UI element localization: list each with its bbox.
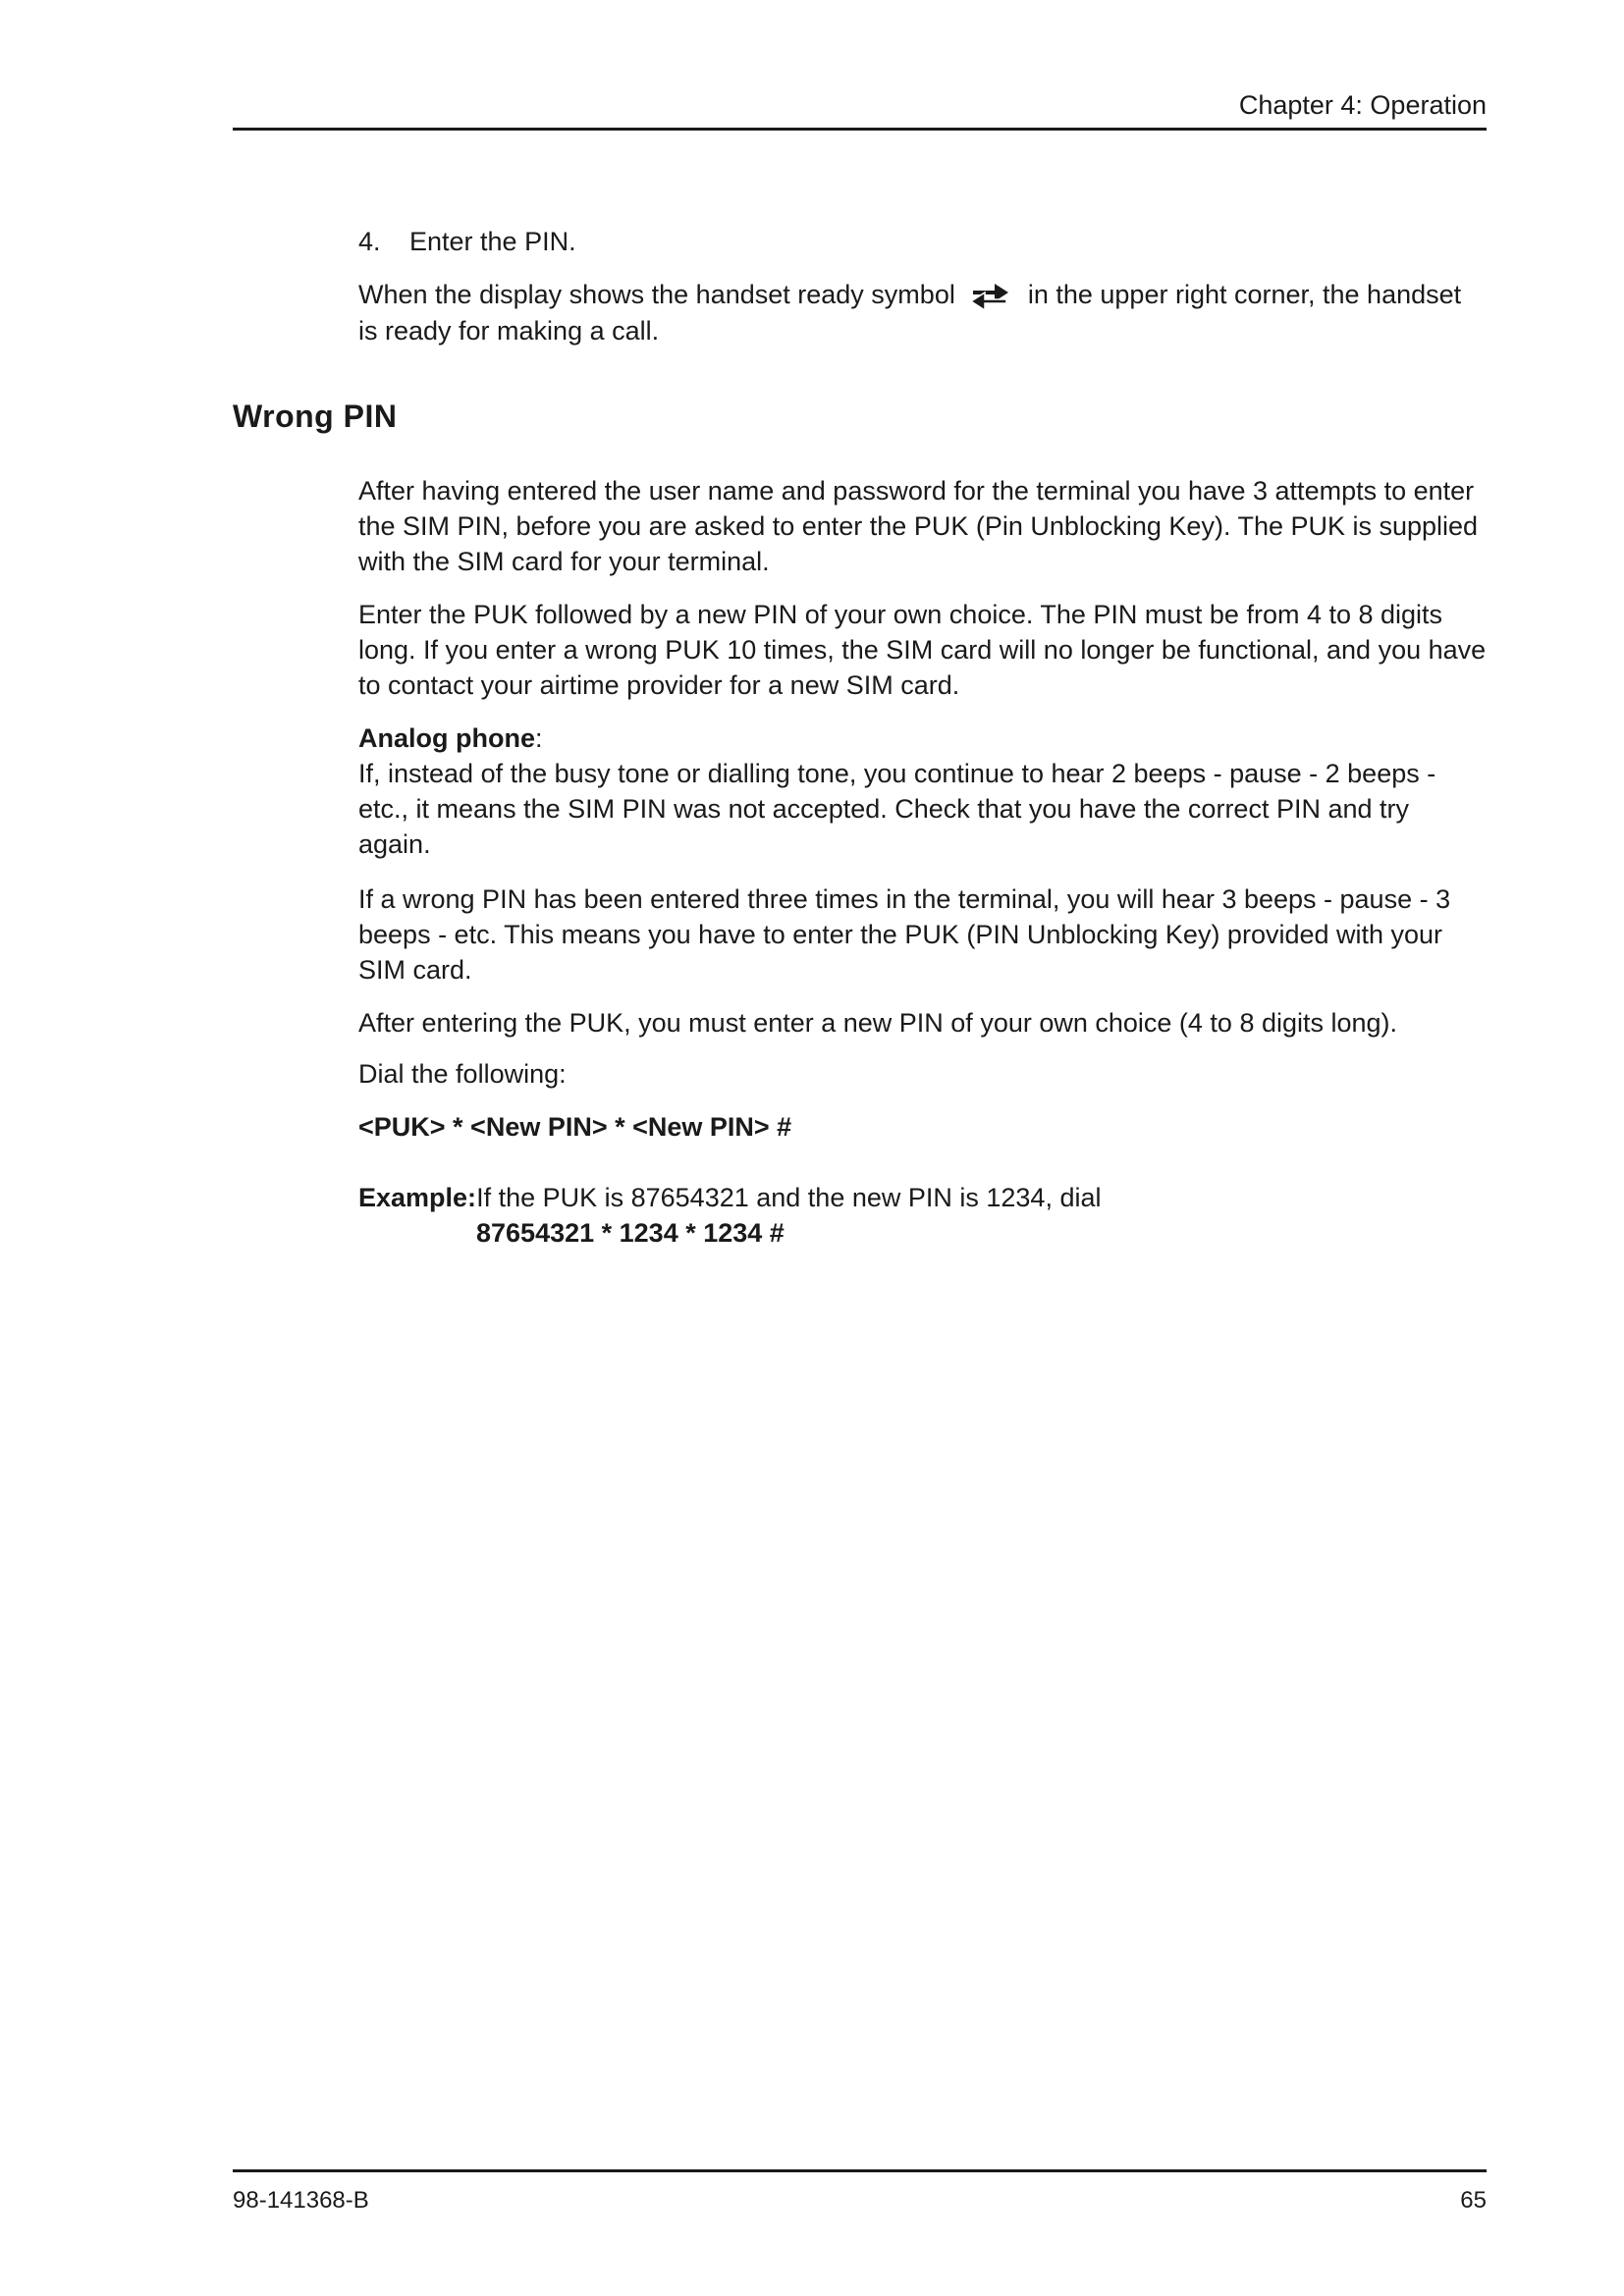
analog-phone-colon: : <box>534 723 543 753</box>
footer-rule <box>233 2169 1487 2172</box>
analog-phone-block <box>358 721 1488 862</box>
ready-text-before: When the display shows the handset ready symbol <box>358 280 955 309</box>
paragraph-puk: Enter the PUK followed by a new PIN of your own choice. The PIN must be from 4 to 8 digits long. If you enter a wrong PUK 10 times, the SIM card will no longer be functional, and you have to contact your airtime provider for a new SIM card. <box>358 600 1487 700</box>
ready-paragraph <box>358 277 1488 348</box>
analog-phone-text: If, instead of the busy tone or dialling tone, you continue to hear 2 beeps - pause - 2 beeps - etc., it means the SIM PIN was not accepted. Check that you have the correct PIN and try again. <box>358 759 1436 859</box>
step-number: 4. <box>358 227 381 256</box>
step-4 <box>358 224 1488 259</box>
analog-phone-label: Analog phone <box>358 723 535 753</box>
example-line <box>358 1180 1488 1215</box>
paragraph-new-pin: After entering the PUK, you must enter a new PIN of your own choice (4 to 8 digits long). <box>358 1008 1398 1038</box>
dial-code: <PUK> * <New PIN> * <New PIN> # <box>358 1112 792 1142</box>
step-text: Enter the PIN. <box>409 227 576 256</box>
handset-ready-icon <box>967 280 1012 313</box>
paragraph-three-beeps: If a wrong PIN has been entered three times in the terminal, you will hear 3 beeps - pause - 3 beeps - etc. This means you have to enter the PUK (PIN Unblocking Key) provided with your SIM card. <box>358 884 1451 985</box>
ready-text-after: in the upper right corner, the handset is ready for making a call. <box>358 280 1462 346</box>
example-code: 87654321 * 1234 * 1234 # <box>476 1218 785 1248</box>
section-title-wrong-pin: Wrong PIN <box>233 399 398 434</box>
header-rule <box>233 128 1487 131</box>
paragraph-attempts: After having entered the user name and password for the terminal you have 3 attempts to enter the SIM PIN, before you are asked to enter the PUK (Pin Unblocking Key). The PUK is supplied with the SIM card for your terminal. <box>358 476 1479 576</box>
example-text: If the PUK is 87654321 and the new PIN is 1234, dial <box>476 1183 1102 1212</box>
paragraph-dial: Dial the following: <box>358 1059 567 1089</box>
chapter-header: Chapter 4: Operation <box>1238 90 1487 120</box>
page-number: 65 <box>1460 2187 1487 2214</box>
document-number: 98-141368-B <box>233 2187 369 2214</box>
example-label: Example: <box>358 1183 477 1212</box>
